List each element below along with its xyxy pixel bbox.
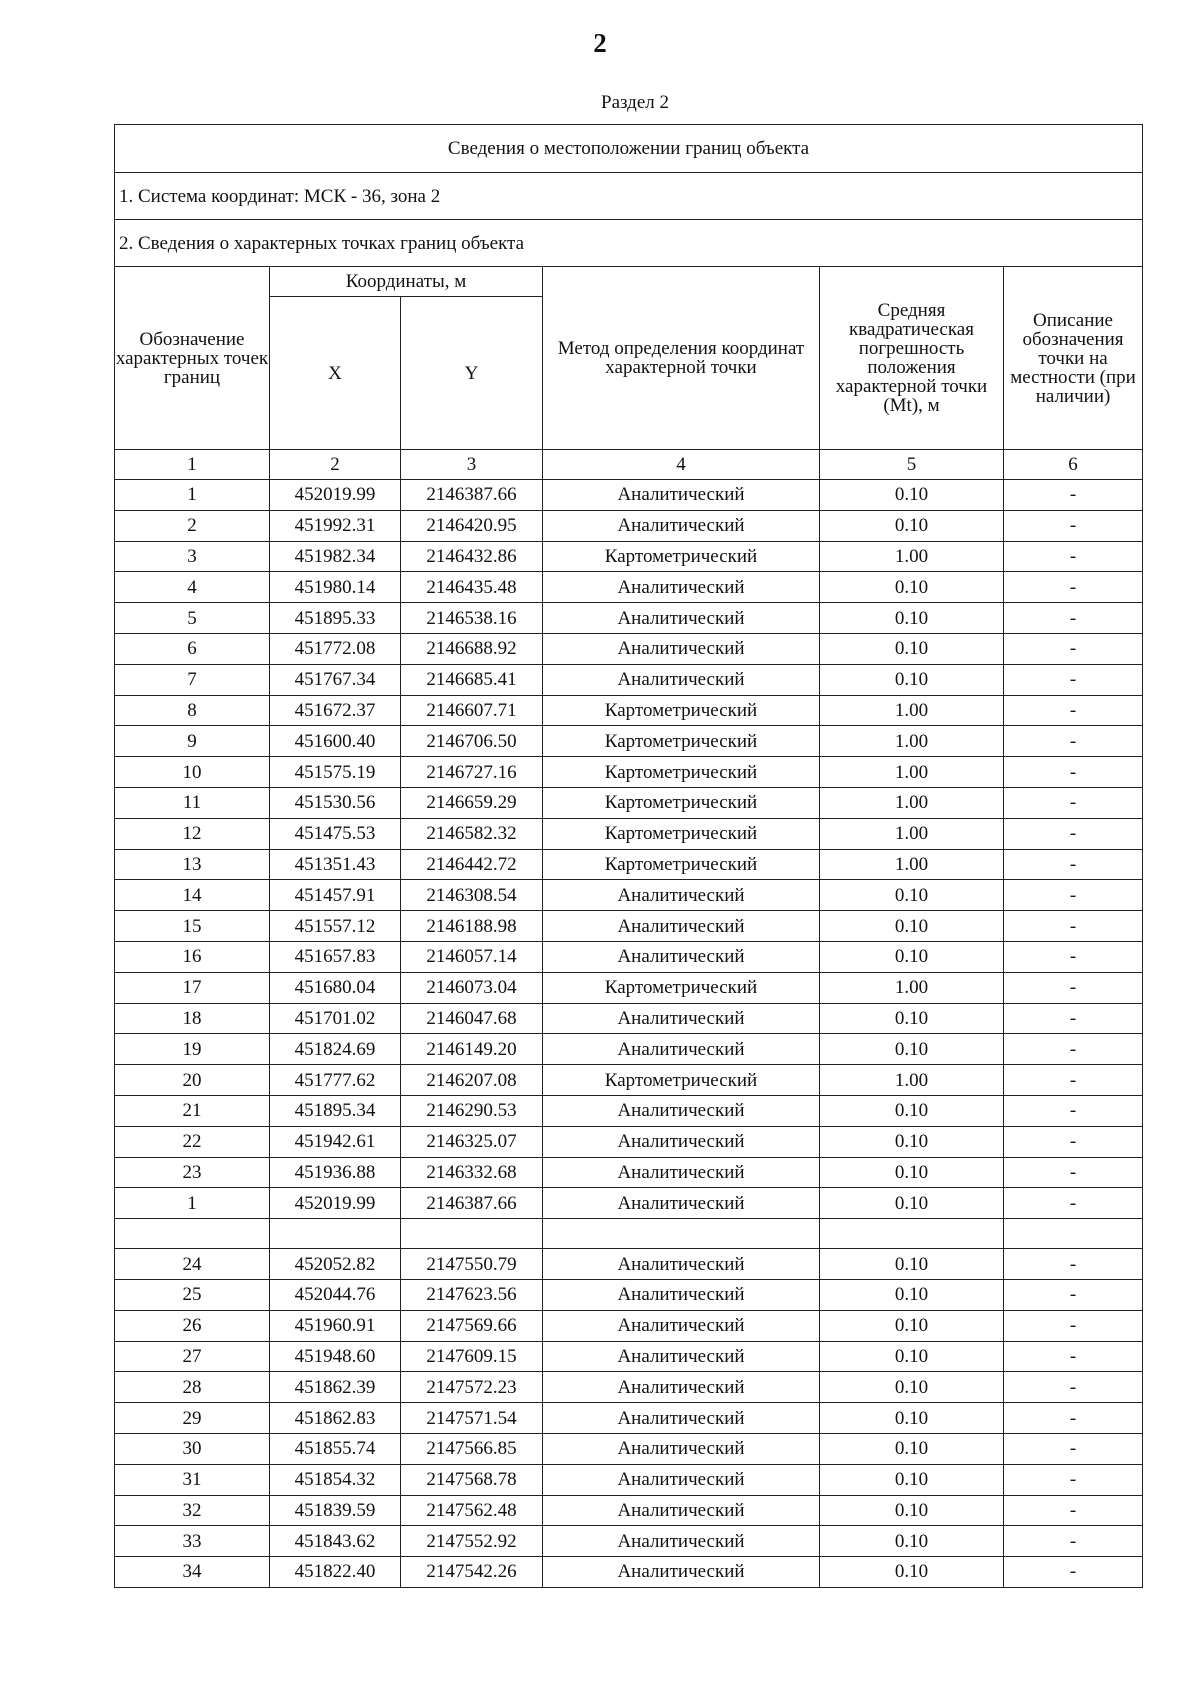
method-cell: Аналитический bbox=[543, 1495, 820, 1526]
y-coord-cell: 2147550.79 bbox=[401, 1249, 543, 1280]
column-number: 2 bbox=[270, 450, 401, 480]
table-row bbox=[115, 541, 1143, 572]
y-coord-cell: 2146387.66 bbox=[401, 480, 543, 511]
table-row bbox=[115, 972, 1143, 1003]
accuracy-cell: 0.10 bbox=[820, 941, 1004, 972]
point-id-cell: 2 bbox=[115, 510, 270, 541]
accuracy-cell: 0.10 bbox=[820, 1433, 1004, 1464]
table-row bbox=[115, 726, 1143, 757]
point-id-cell: 18 bbox=[115, 1003, 270, 1034]
x-coord-cell: 452019.99 bbox=[270, 480, 401, 511]
description-cell: - bbox=[1004, 480, 1143, 511]
table-row bbox=[115, 1403, 1143, 1434]
description-cell: - bbox=[1004, 818, 1143, 849]
table-row bbox=[115, 1065, 1143, 1096]
x-coord-cell: 451948.60 bbox=[270, 1341, 401, 1372]
accuracy-cell: 0.10 bbox=[820, 1341, 1004, 1372]
point-id-cell: 10 bbox=[115, 757, 270, 788]
header-y: Y bbox=[401, 297, 543, 450]
x-coord-cell: 452019.99 bbox=[270, 1188, 401, 1219]
x-coord-cell: 451777.62 bbox=[270, 1065, 401, 1096]
x-coord-cell: 452052.82 bbox=[270, 1249, 401, 1280]
y-coord-cell: 2147552.92 bbox=[401, 1526, 543, 1557]
point-id-cell: 28 bbox=[115, 1372, 270, 1403]
point-id-cell: 16 bbox=[115, 941, 270, 972]
y-coord-cell: 2146706.50 bbox=[401, 726, 543, 757]
x-coord-cell: 451895.33 bbox=[270, 603, 401, 634]
y-coord-cell: 2146308.54 bbox=[401, 880, 543, 911]
description-cell: - bbox=[1004, 664, 1143, 695]
method-cell: Аналитический bbox=[543, 1157, 820, 1188]
description-cell: - bbox=[1004, 1464, 1143, 1495]
y-coord-cell: 2146149.20 bbox=[401, 1034, 543, 1065]
y-coord-cell: 2146435.48 bbox=[401, 572, 543, 603]
x-coord-cell: 451351.43 bbox=[270, 849, 401, 880]
x-coord-cell: 451701.02 bbox=[270, 1003, 401, 1034]
description-cell: - bbox=[1004, 880, 1143, 911]
table-row bbox=[115, 1464, 1143, 1495]
point-id-cell: 21 bbox=[115, 1095, 270, 1126]
point-id-cell: 9 bbox=[115, 726, 270, 757]
accuracy-cell: 1.00 bbox=[820, 787, 1004, 818]
separator-row bbox=[115, 1219, 1143, 1249]
table-row bbox=[115, 1003, 1143, 1034]
method-cell: Аналитический bbox=[543, 1249, 820, 1280]
accuracy-cell: 0.10 bbox=[820, 1126, 1004, 1157]
x-coord-cell: 451862.39 bbox=[270, 1372, 401, 1403]
empty-cell bbox=[115, 1219, 270, 1249]
method-cell: Аналитический bbox=[543, 510, 820, 541]
column-number: 3 bbox=[401, 450, 543, 480]
method-cell: Аналитический bbox=[543, 603, 820, 634]
y-coord-cell: 2146207.08 bbox=[401, 1065, 543, 1096]
method-cell: Аналитический bbox=[543, 880, 820, 911]
description-cell: - bbox=[1004, 1126, 1143, 1157]
x-coord-cell: 451575.19 bbox=[270, 757, 401, 788]
method-cell: Аналитический bbox=[543, 1126, 820, 1157]
method-cell: Картометрический bbox=[543, 818, 820, 849]
accuracy-cell: 0.10 bbox=[820, 880, 1004, 911]
point-id-cell: 8 bbox=[115, 695, 270, 726]
accuracy-cell: 1.00 bbox=[820, 972, 1004, 1003]
header-method: Метод определения координат характерной точки bbox=[543, 267, 820, 450]
table-row bbox=[115, 1249, 1143, 1280]
x-coord-cell: 451843.62 bbox=[270, 1526, 401, 1557]
method-cell: Аналитический bbox=[543, 1372, 820, 1403]
description-cell: - bbox=[1004, 757, 1143, 788]
table-row bbox=[115, 572, 1143, 603]
table-row bbox=[115, 911, 1143, 942]
point-id-cell: 12 bbox=[115, 818, 270, 849]
table-row bbox=[115, 818, 1143, 849]
table-row bbox=[115, 1310, 1143, 1341]
x-coord-cell: 451854.32 bbox=[270, 1464, 401, 1495]
method-cell: Аналитический bbox=[543, 1095, 820, 1126]
description-cell: - bbox=[1004, 633, 1143, 664]
point-id-cell: 33 bbox=[115, 1526, 270, 1557]
y-coord-cell: 2146420.95 bbox=[401, 510, 543, 541]
method-cell: Аналитический bbox=[543, 911, 820, 942]
point-id-cell: 6 bbox=[115, 633, 270, 664]
method-cell: Картометрический bbox=[543, 972, 820, 1003]
header-description: Описание обозначения точки на местности (при наличии) bbox=[1004, 267, 1143, 450]
method-cell: Аналитический bbox=[543, 1003, 820, 1034]
y-coord-cell: 2147569.66 bbox=[401, 1310, 543, 1341]
table-row bbox=[115, 757, 1143, 788]
description-cell: - bbox=[1004, 1526, 1143, 1557]
point-id-cell: 4 bbox=[115, 572, 270, 603]
description-cell: - bbox=[1004, 1372, 1143, 1403]
x-coord-cell: 451960.91 bbox=[270, 1310, 401, 1341]
point-id-cell: 14 bbox=[115, 880, 270, 911]
accuracy-cell: 1.00 bbox=[820, 818, 1004, 849]
x-coord-cell: 451475.53 bbox=[270, 818, 401, 849]
y-coord-cell: 2147562.48 bbox=[401, 1495, 543, 1526]
x-coord-cell: 451855.74 bbox=[270, 1433, 401, 1464]
table-row bbox=[115, 695, 1143, 726]
point-id-cell: 27 bbox=[115, 1341, 270, 1372]
point-id-cell: 5 bbox=[115, 603, 270, 634]
table-row bbox=[115, 1126, 1143, 1157]
method-cell: Аналитический bbox=[543, 1403, 820, 1434]
description-cell: - bbox=[1004, 1341, 1143, 1372]
accuracy-cell: 0.10 bbox=[820, 1464, 1004, 1495]
y-coord-cell: 2147609.15 bbox=[401, 1341, 543, 1372]
description-cell: - bbox=[1004, 1279, 1143, 1310]
method-cell: Картометрический bbox=[543, 757, 820, 788]
x-coord-cell: 451839.59 bbox=[270, 1495, 401, 1526]
table-row bbox=[115, 849, 1143, 880]
x-coord-cell: 452044.76 bbox=[270, 1279, 401, 1310]
y-coord-cell: 2147566.85 bbox=[401, 1433, 543, 1464]
point-id-cell: 7 bbox=[115, 664, 270, 695]
description-cell: - bbox=[1004, 972, 1143, 1003]
x-coord-cell: 451980.14 bbox=[270, 572, 401, 603]
point-id-cell: 32 bbox=[115, 1495, 270, 1526]
point-id-cell: 31 bbox=[115, 1464, 270, 1495]
description-cell: - bbox=[1004, 849, 1143, 880]
method-cell: Аналитический bbox=[543, 1310, 820, 1341]
accuracy-cell: 0.10 bbox=[820, 1310, 1004, 1341]
table-title: Сведения о местоположении границ объекта bbox=[115, 125, 1143, 173]
point-id-cell: 30 bbox=[115, 1433, 270, 1464]
x-coord-cell: 451824.69 bbox=[270, 1034, 401, 1065]
x-coord-cell: 451767.34 bbox=[270, 664, 401, 695]
y-coord-cell: 2146607.71 bbox=[401, 695, 543, 726]
x-coord-cell: 451457.91 bbox=[270, 880, 401, 911]
point-id-cell: 23 bbox=[115, 1157, 270, 1188]
y-coord-cell: 2146047.68 bbox=[401, 1003, 543, 1034]
x-coord-cell: 451530.56 bbox=[270, 787, 401, 818]
method-cell: Аналитический bbox=[543, 941, 820, 972]
method-cell: Аналитический bbox=[543, 1557, 820, 1588]
accuracy-cell: 0.10 bbox=[820, 1495, 1004, 1526]
method-cell: Картометрический bbox=[543, 541, 820, 572]
table-row bbox=[115, 1034, 1143, 1065]
accuracy-cell: 0.10 bbox=[820, 1279, 1004, 1310]
x-coord-cell: 451992.31 bbox=[270, 510, 401, 541]
y-coord-cell: 2147572.23 bbox=[401, 1372, 543, 1403]
method-cell: Аналитический bbox=[543, 1034, 820, 1065]
y-coord-cell: 2146659.29 bbox=[401, 787, 543, 818]
accuracy-cell: 1.00 bbox=[820, 1065, 1004, 1096]
x-coord-cell: 451862.83 bbox=[270, 1403, 401, 1434]
boundary-points-table bbox=[114, 124, 1143, 1588]
x-coord-cell: 451822.40 bbox=[270, 1557, 401, 1588]
empty-cell bbox=[543, 1219, 820, 1249]
method-cell: Картометрический bbox=[543, 695, 820, 726]
point-id-cell: 3 bbox=[115, 541, 270, 572]
accuracy-cell: 0.10 bbox=[820, 911, 1004, 942]
x-coord-cell: 451936.88 bbox=[270, 1157, 401, 1188]
method-cell: Аналитический bbox=[543, 1188, 820, 1219]
y-coord-cell: 2147571.54 bbox=[401, 1403, 543, 1434]
accuracy-cell: 0.10 bbox=[820, 480, 1004, 511]
accuracy-cell: 0.10 bbox=[820, 1249, 1004, 1280]
y-coord-cell: 2147542.26 bbox=[401, 1557, 543, 1588]
x-coord-cell: 451772.08 bbox=[270, 633, 401, 664]
description-cell: - bbox=[1004, 1249, 1143, 1280]
y-coord-cell: 2146332.68 bbox=[401, 1157, 543, 1188]
accuracy-cell: 0.10 bbox=[820, 1157, 1004, 1188]
x-coord-cell: 451895.34 bbox=[270, 1095, 401, 1126]
method-cell: Аналитический bbox=[543, 1464, 820, 1495]
description-cell: - bbox=[1004, 695, 1143, 726]
y-coord-cell: 2147623.56 bbox=[401, 1279, 543, 1310]
table-row bbox=[115, 510, 1143, 541]
accuracy-cell: 1.00 bbox=[820, 541, 1004, 572]
table-row bbox=[115, 941, 1143, 972]
method-cell: Аналитический bbox=[543, 664, 820, 695]
accuracy-cell: 0.10 bbox=[820, 1403, 1004, 1434]
method-cell: Картометрический bbox=[543, 787, 820, 818]
y-coord-cell: 2146582.32 bbox=[401, 818, 543, 849]
description-cell: - bbox=[1004, 572, 1143, 603]
y-coord-cell: 2146727.16 bbox=[401, 757, 543, 788]
point-id-cell: 29 bbox=[115, 1403, 270, 1434]
table-row bbox=[115, 787, 1143, 818]
description-cell: - bbox=[1004, 603, 1143, 634]
y-coord-cell: 2146073.04 bbox=[401, 972, 543, 1003]
section-label: Раздел 2 bbox=[601, 92, 669, 113]
description-cell: - bbox=[1004, 541, 1143, 572]
x-coord-cell: 451600.40 bbox=[270, 726, 401, 757]
accuracy-cell: 0.10 bbox=[820, 572, 1004, 603]
description-cell: - bbox=[1004, 1188, 1143, 1219]
accuracy-cell: 1.00 bbox=[820, 849, 1004, 880]
column-number: 4 bbox=[543, 450, 820, 480]
header-coordinates: Координаты, м bbox=[270, 267, 543, 297]
y-coord-cell: 2146325.07 bbox=[401, 1126, 543, 1157]
description-cell: - bbox=[1004, 1557, 1143, 1588]
x-coord-cell: 451657.83 bbox=[270, 941, 401, 972]
page-number: 2 bbox=[593, 28, 607, 58]
point-id-cell: 26 bbox=[115, 1310, 270, 1341]
header-accuracy: Средняя квадратическая погрешность положения характерной точки (Mt), м bbox=[820, 267, 1004, 450]
accuracy-cell: 1.00 bbox=[820, 726, 1004, 757]
point-id-cell: 19 bbox=[115, 1034, 270, 1065]
description-cell: - bbox=[1004, 726, 1143, 757]
accuracy-cell: 0.10 bbox=[820, 633, 1004, 664]
x-coord-cell: 451672.37 bbox=[270, 695, 401, 726]
points-heading: 2. Сведения о характерных точках границ объекта bbox=[115, 220, 1143, 267]
method-cell: Аналитический bbox=[543, 480, 820, 511]
table-row bbox=[115, 480, 1143, 511]
y-coord-cell: 2146290.53 bbox=[401, 1095, 543, 1126]
point-id-cell: 11 bbox=[115, 787, 270, 818]
method-cell: Аналитический bbox=[543, 633, 820, 664]
point-id-cell: 15 bbox=[115, 911, 270, 942]
coord-system-line: 1. Система координат: МСК - 36, зона 2 bbox=[115, 173, 1143, 220]
description-cell: - bbox=[1004, 1003, 1143, 1034]
accuracy-cell: 0.10 bbox=[820, 1034, 1004, 1065]
point-id-cell: 1 bbox=[115, 480, 270, 511]
x-coord-cell: 451942.61 bbox=[270, 1126, 401, 1157]
description-cell: - bbox=[1004, 1310, 1143, 1341]
accuracy-cell: 0.10 bbox=[820, 603, 1004, 634]
point-id-cell: 13 bbox=[115, 849, 270, 880]
method-cell: Аналитический bbox=[543, 1526, 820, 1557]
method-cell: Аналитический bbox=[543, 1433, 820, 1464]
accuracy-cell: 0.10 bbox=[820, 664, 1004, 695]
table-row bbox=[115, 1433, 1143, 1464]
y-coord-cell: 2146432.86 bbox=[401, 541, 543, 572]
table-row bbox=[115, 1341, 1143, 1372]
description-cell: - bbox=[1004, 1495, 1143, 1526]
empty-cell bbox=[401, 1219, 543, 1249]
accuracy-cell: 0.10 bbox=[820, 1557, 1004, 1588]
table-row bbox=[115, 880, 1143, 911]
point-id-cell: 25 bbox=[115, 1279, 270, 1310]
column-number: 1 bbox=[115, 450, 270, 480]
y-coord-cell: 2146057.14 bbox=[401, 941, 543, 972]
empty-cell bbox=[1004, 1219, 1143, 1249]
table-row bbox=[115, 664, 1143, 695]
header-designation: Обозначение характерных точек границ bbox=[115, 267, 270, 450]
column-number: 5 bbox=[820, 450, 1004, 480]
table-row bbox=[115, 603, 1143, 634]
description-cell: - bbox=[1004, 1433, 1143, 1464]
y-coord-cell: 2146538.16 bbox=[401, 603, 543, 634]
table-row bbox=[115, 1095, 1143, 1126]
accuracy-cell: 0.10 bbox=[820, 1526, 1004, 1557]
x-coord-cell: 451680.04 bbox=[270, 972, 401, 1003]
description-cell: - bbox=[1004, 1065, 1143, 1096]
table-row bbox=[115, 1157, 1143, 1188]
description-cell: - bbox=[1004, 510, 1143, 541]
description-cell: - bbox=[1004, 941, 1143, 972]
table-row bbox=[115, 1188, 1143, 1219]
accuracy-cell: 1.00 bbox=[820, 695, 1004, 726]
y-coord-cell: 2147568.78 bbox=[401, 1464, 543, 1495]
description-cell: - bbox=[1004, 787, 1143, 818]
table-row bbox=[115, 1526, 1143, 1557]
method-cell: Аналитический bbox=[543, 1279, 820, 1310]
table-row bbox=[115, 1372, 1143, 1403]
method-cell: Аналитический bbox=[543, 1341, 820, 1372]
point-id-cell: 22 bbox=[115, 1126, 270, 1157]
description-cell: - bbox=[1004, 1034, 1143, 1065]
description-cell: - bbox=[1004, 1403, 1143, 1434]
accuracy-cell: 1.00 bbox=[820, 757, 1004, 788]
x-coord-cell: 451982.34 bbox=[270, 541, 401, 572]
description-cell: - bbox=[1004, 911, 1143, 942]
point-id-cell: 1 bbox=[115, 1188, 270, 1219]
header-x: X bbox=[270, 297, 401, 450]
method-cell: Аналитический bbox=[543, 572, 820, 603]
table-row bbox=[115, 1495, 1143, 1526]
point-id-cell: 20 bbox=[115, 1065, 270, 1096]
y-coord-cell: 2146188.98 bbox=[401, 911, 543, 942]
method-cell: Картометрический bbox=[543, 1065, 820, 1096]
empty-cell bbox=[270, 1219, 401, 1249]
empty-cell bbox=[820, 1219, 1004, 1249]
column-number: 6 bbox=[1004, 450, 1143, 480]
table-row bbox=[115, 1279, 1143, 1310]
y-coord-cell: 2146387.66 bbox=[401, 1188, 543, 1219]
accuracy-cell: 0.10 bbox=[820, 1003, 1004, 1034]
accuracy-cell: 0.10 bbox=[820, 1372, 1004, 1403]
table-row bbox=[115, 633, 1143, 664]
y-coord-cell: 2146688.92 bbox=[401, 633, 543, 664]
x-coord-cell: 451557.12 bbox=[270, 911, 401, 942]
y-coord-cell: 2146442.72 bbox=[401, 849, 543, 880]
method-cell: Картометрический bbox=[543, 726, 820, 757]
description-cell: - bbox=[1004, 1095, 1143, 1126]
table-row bbox=[115, 1557, 1143, 1588]
accuracy-cell: 0.10 bbox=[820, 1188, 1004, 1219]
description-cell: - bbox=[1004, 1157, 1143, 1188]
point-id-cell: 34 bbox=[115, 1557, 270, 1588]
accuracy-cell: 0.10 bbox=[820, 1095, 1004, 1126]
y-coord-cell: 2146685.41 bbox=[401, 664, 543, 695]
accuracy-cell: 0.10 bbox=[820, 510, 1004, 541]
point-id-cell: 24 bbox=[115, 1249, 270, 1280]
method-cell: Картометрический bbox=[543, 849, 820, 880]
point-id-cell: 17 bbox=[115, 972, 270, 1003]
